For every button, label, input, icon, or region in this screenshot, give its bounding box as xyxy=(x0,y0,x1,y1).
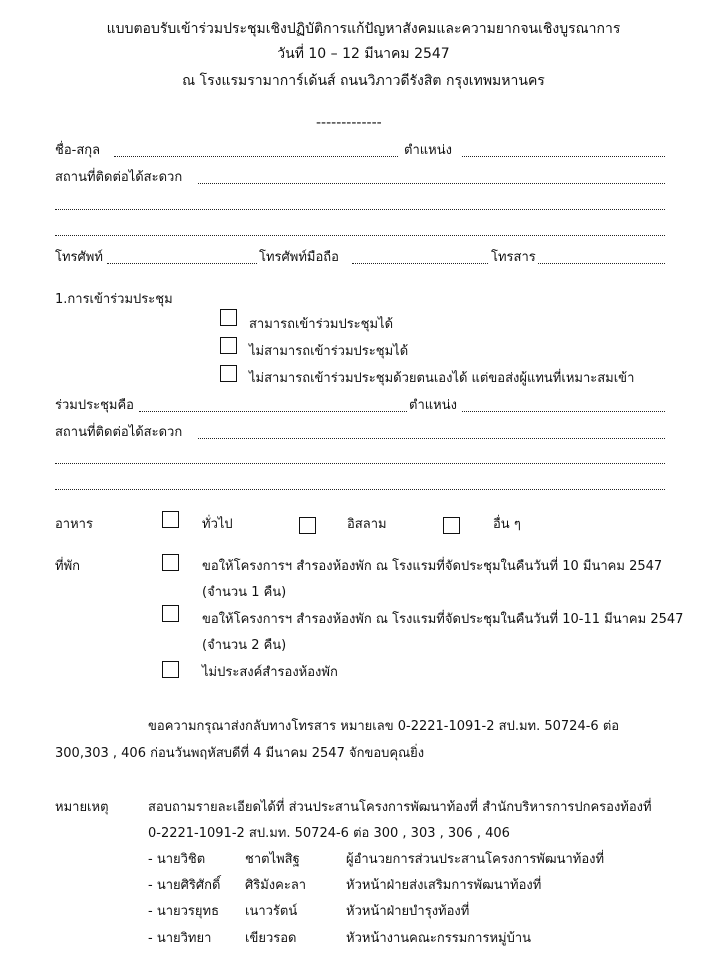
contact-4-last: เขียวรอด xyxy=(245,931,297,946)
address-label: สถานที่ติดต่อได้สะดวก xyxy=(55,170,183,185)
name-field[interactable] xyxy=(114,156,398,157)
position-field[interactable] xyxy=(462,156,665,157)
representative-address-field-1[interactable] xyxy=(198,438,665,439)
phone-field[interactable] xyxy=(107,263,257,264)
return-request-line2: 300,303 , 406 ก่อนวันพฤหัสบดีที่ 4 มีนาคม 2547 จักขอบคุณยิ่ง xyxy=(55,746,425,761)
representative-address-label: สถานที่ติดต่อได้สะดวก xyxy=(55,425,183,440)
contact-2-first: - นายศิริศักดิ์ xyxy=(148,878,221,893)
phone-label: โทรศัพท์ xyxy=(55,250,103,265)
remark-label: หมายเหตุ xyxy=(55,800,109,815)
food-general-label: ทั่วไป xyxy=(202,517,233,532)
address-field-2[interactable] xyxy=(55,209,665,210)
header-separator: ------------- xyxy=(316,115,382,131)
contact-3-first: - นายวรยุทธ xyxy=(148,904,220,919)
lodging-two-nights-label: ขอให้โครงการฯ สำรองห้องพัก ณ โรงแรมที่จัดประชุมในคืนวันที่ 10-11 มีนาคม 2547 xyxy=(202,612,684,627)
fax-label: โทรสาร xyxy=(491,250,536,265)
fax-field[interactable] xyxy=(538,263,665,264)
food-islamic-label: อิสลาม xyxy=(347,517,387,532)
contact-1-last: ชาตไพสิฐ xyxy=(245,852,300,867)
remark-line2: 0-2221-1091-2 สป.มท. 50724-6 ต่อ 300 , 303 , 306 , 406 xyxy=(148,826,510,841)
meeting-date: วันที่ 10 – 12 มีนาคม 2547 xyxy=(277,46,450,62)
form-title: แบบตอบรับเข้าร่วมประชุมเชิงปฏิบัติการแก้ปัญหาสังคมและความยากจนเชิงบูรณาการ xyxy=(106,21,621,37)
contact-4-first: - นายวิทยา xyxy=(148,931,212,946)
contact-1-first: - นายวิชิต xyxy=(148,852,206,867)
return-request-line1: ขอความกรุณาส่งกลับทางโทรสาร หมายเลข 0-2221-1091-2 สป.มท. 50724-6 ต่อ xyxy=(148,719,620,734)
representative-position-field[interactable] xyxy=(462,411,665,412)
address-field-3[interactable] xyxy=(55,235,665,236)
lodging-none-label: ไม่ประสงค์สำรองห้องพัก xyxy=(202,665,338,680)
mobile-field[interactable] xyxy=(352,263,488,264)
lodging-one-night-checkbox[interactable] xyxy=(162,554,179,571)
name-label: ชื่อ-สกุล xyxy=(55,143,101,158)
mobile-label: โทรศัพท์มือถือ xyxy=(259,250,339,265)
lodging-none-checkbox[interactable] xyxy=(162,661,179,678)
food-label: อาหาร xyxy=(55,517,93,532)
lodging-one-night-label: ขอให้โครงการฯ สำรองห้องพัก ณ โรงแรมที่จัดประชุมในคืนวันที่ 10 มีนาคม 2547 xyxy=(202,559,663,574)
contact-2-role: หัวหน้าฝ่ายส่งเสริมการพัฒนาท้องที่ xyxy=(346,878,542,893)
representative-label: ร่วมประชุมคือ xyxy=(55,398,134,413)
contact-3-last: เนาวรัตน์ xyxy=(245,904,298,919)
position-label: ตำแหน่ง xyxy=(404,143,452,158)
contact-2-last: ศิริมังคะลา xyxy=(245,878,307,893)
representative-field[interactable] xyxy=(139,411,407,412)
address-field-1[interactable] xyxy=(198,183,665,184)
lodging-two-nights-checkbox[interactable] xyxy=(162,605,179,622)
attendance-heading: 1.การเข้าร่วมประชุม xyxy=(55,292,173,307)
food-other-checkbox[interactable] xyxy=(443,517,460,534)
attend-no-checkbox[interactable] xyxy=(220,337,237,354)
meeting-venue: ณ โรงแรมรามาการ์เด้นส์ ถนนวิภาวดีรังสิต กรุงเทพมหานคร xyxy=(182,73,545,89)
food-other-label: อื่น ๆ xyxy=(493,517,521,532)
food-islamic-checkbox[interactable] xyxy=(299,517,316,534)
attend-yes-label: สามารถเข้าร่วมประชุมได้ xyxy=(249,317,394,332)
representative-address-field-3[interactable] xyxy=(55,489,665,490)
attend-representative-label: ไม่สามารถเข้าร่วมประชุมด้วยตนเองได้ แต่ขอส่งผู้แทนที่เหมาะสมเข้า xyxy=(249,371,635,386)
representative-position-label: ตำแหน่ง xyxy=(409,398,457,413)
lodging-label: ที่พัก xyxy=(55,559,81,574)
lodging-one-night-count: (จำนวน 1 คืน) xyxy=(202,585,287,600)
attend-no-label: ไม่สามารถเข้าร่วมประชุมได้ xyxy=(249,344,409,359)
attend-representative-checkbox[interactable] xyxy=(220,365,237,382)
representative-address-field-2[interactable] xyxy=(55,463,665,464)
food-general-checkbox[interactable] xyxy=(162,511,179,528)
contact-3-role: หัวหน้าฝ่ายบำรุงท้องที่ xyxy=(346,904,470,919)
lodging-two-nights-count: (จำนวน 2 คืน) xyxy=(202,638,287,653)
contact-1-role: ผู้อำนวยการส่วนประสานโครงการพัฒนาท้องที่ xyxy=(346,852,605,867)
contact-4-role: หัวหน้างานคณะกรรมการหมู่บ้าน xyxy=(346,931,532,946)
attend-yes-checkbox[interactable] xyxy=(220,309,237,326)
remark-line1: สอบถามรายละเอียดได้ที่ ส่วนประสานโครงการพัฒนาท้องที่ สำนักบริหารการปกครองท้องที่ xyxy=(148,800,652,815)
